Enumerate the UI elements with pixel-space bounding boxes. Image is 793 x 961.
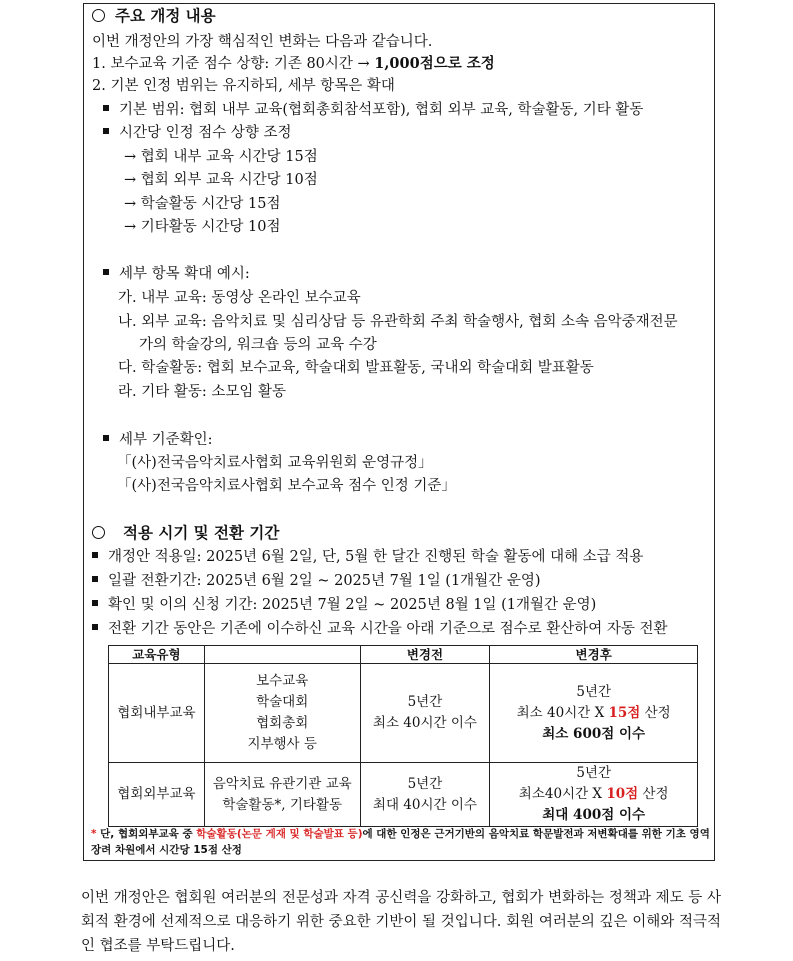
arrow-item: → 기타활동 시간당 10점 bbox=[124, 219, 281, 235]
circle-icon bbox=[92, 526, 105, 539]
basic-scope: 기본 범위: 협회 내부 교육(협회총회참석포함), 협회 외부 교육, 학술활동, 기타 활동 bbox=[103, 100, 643, 120]
header-cell bbox=[204, 646, 360, 664]
intro-text: 이번 개정안의 가장 핵심적인 변화는 다음과 같습니다. bbox=[92, 34, 433, 50]
items-cell: 음악치료 유관기관 교육 학술활동*, 기타활동 bbox=[204, 763, 360, 827]
square-bullet-icon bbox=[103, 269, 109, 275]
table-row bbox=[109, 763, 698, 827]
square-bullet-icon bbox=[103, 435, 109, 441]
footnote: * 단, 협회외부교육 중 학술활동(논문 게재 및 학술발표 등)에 대한 인정은 근거기반의 음악치료 학문발전과 저변확대를 위한 기초 영역 장려 차원에서 시간당 15점 산정 bbox=[91, 828, 710, 856]
type-cell: 협회외부교육 bbox=[109, 763, 205, 827]
detail-item: 라. 기타 활동: 소모임 활동 bbox=[118, 384, 287, 400]
square-bullet-icon bbox=[92, 552, 98, 558]
square-bullet-icon bbox=[103, 105, 109, 111]
conversion-table bbox=[108, 645, 698, 827]
arrow-item: → 협회 내부 교육 시간당 15점 bbox=[124, 149, 318, 165]
table-header-row bbox=[109, 646, 698, 664]
before-cell: 5년간 최대 40시간 이수 bbox=[360, 763, 490, 827]
section-title-revision: 주요 개정 내용 bbox=[92, 6, 216, 26]
detail-item: 가. 내부 교육: 동영상 온라인 보수교육 bbox=[118, 290, 361, 306]
schedule-item: 일괄 전환기간: 2025년 6월 2일 ~ 2025년 7월 1일 (1개월간 운영) bbox=[92, 571, 541, 591]
header-cell: 변경전 bbox=[360, 646, 490, 664]
arrow-item: → 학술활동 시간당 15점 bbox=[124, 196, 281, 212]
item-1: 1. 보수교육 기준 점수 상향: 기존 80시간 → 1,000점으로 조정 bbox=[92, 55, 495, 72]
header-cell: 교육유형 bbox=[109, 646, 205, 664]
after-cell: 5년간 최소 40시간 X 15점 산정 최소 600점 이수 bbox=[490, 664, 698, 763]
header-cell: 변경후 bbox=[490, 646, 698, 664]
square-bullet-icon bbox=[92, 600, 98, 606]
section-title-schedule: 적용 시기 및 전환 기간 bbox=[92, 523, 279, 543]
detail-title: 세부 항목 확대 예시: bbox=[103, 264, 250, 284]
square-bullet-icon bbox=[103, 128, 109, 134]
type-cell: 협회내부교육 bbox=[109, 664, 205, 763]
criteria-item: 「(사)전국음악치료사협회 보수교육 점수 인정 기준」 bbox=[117, 478, 456, 494]
detail-item: 다. 학술활동: 협회 보수교육, 학술대회 발표활동, 국내외 학술대회 발표활동 bbox=[118, 360, 594, 376]
table-row bbox=[109, 664, 698, 763]
criteria-item: 「(사)전국음악치료사협회 교육위원회 운영규정」 bbox=[117, 455, 433, 471]
point-up: 시간당 인정 점수 상향 조정 bbox=[103, 123, 292, 143]
after-cell: 5년간 최소40시간 X 10점 산정 최대 400점 이수 bbox=[490, 763, 698, 827]
closing-paragraph: 이번 개정안은 협회원 여러분의 전문성과 자격 공신력을 강화하고, 협회가 변화하는 정책과 제도 등 사회적 환경에 선제적으로 대응하기 위한 중요한 기반이 될 것입니다. 회원 여러분의 깊은 이해와 적극적인 협조를 부탁드립니다. bbox=[81, 890, 721, 954]
detail-item: 나. 외부 교육: 음악치료 및 심리상담 등 유관학회 주최 학술행사, 협회 소속 음악중재전문 bbox=[118, 314, 678, 330]
items-cell: 보수교육 학술대회 협회총회 지부행사 등 bbox=[204, 664, 360, 763]
square-bullet-icon bbox=[92, 576, 98, 582]
arrow-item: → 협회 외부 교육 시간당 10점 bbox=[124, 172, 318, 188]
criteria-title: 세부 기준확인: bbox=[103, 430, 213, 450]
schedule-item: 확인 및 이의 신청 기간: 2025년 7월 2일 ~ 2025년 8월 1일 (1개월간 운영) bbox=[92, 595, 596, 615]
circle-icon bbox=[92, 9, 105, 22]
schedule-item: 개정안 적용일: 2025년 6월 2일, 단, 5월 한 달간 진행된 학술 활동에 대해 소급 적용 bbox=[92, 547, 643, 567]
schedule-item: 전환 기간 동안은 기존에 이수하신 교육 시간을 아래 기준으로 점수로 환산하여 자동 전환 bbox=[92, 619, 668, 639]
item-2: 2. 기본 인정 범위는 유지하되, 세부 항목은 확대 bbox=[92, 78, 395, 94]
before-cell: 5년간 최소 40시간 이수 bbox=[360, 664, 490, 763]
detail-item: 가의 학술강의, 워크숍 등의 교육 수강 bbox=[139, 337, 377, 353]
square-bullet-icon bbox=[92, 624, 98, 630]
